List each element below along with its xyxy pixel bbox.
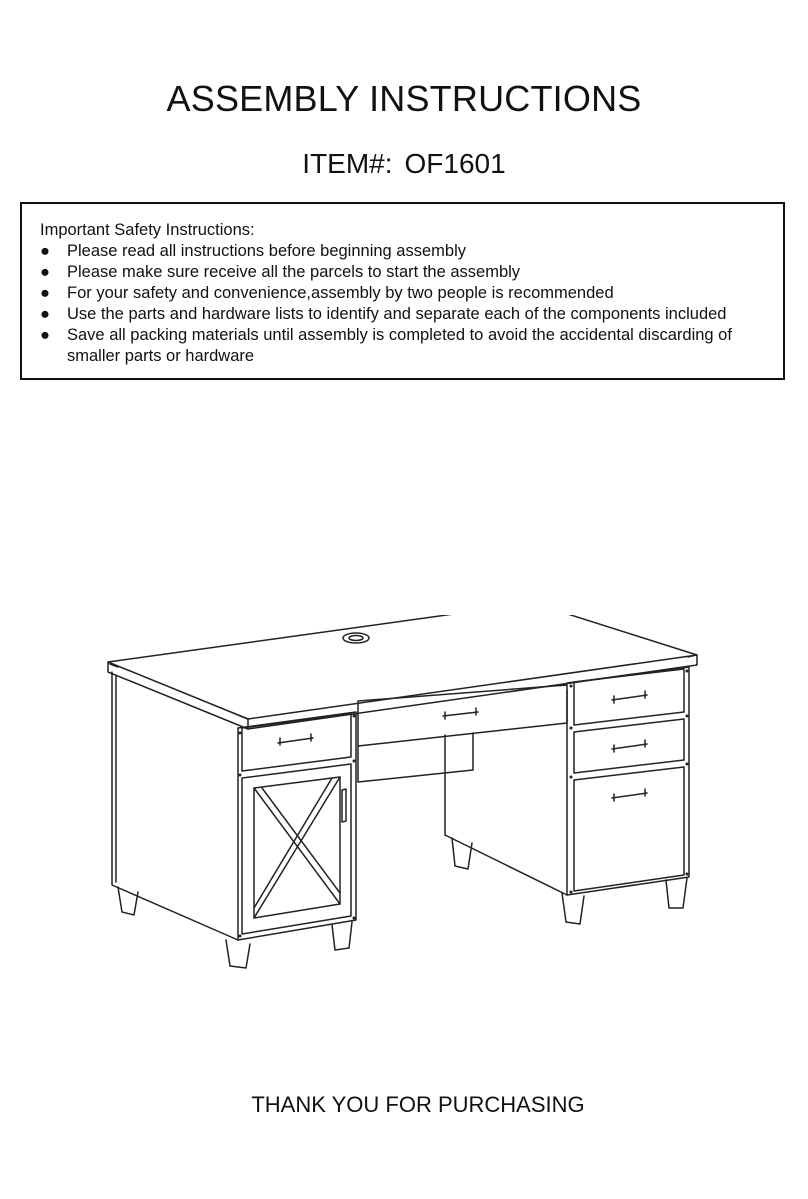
item-label: ITEM#: xyxy=(302,148,393,179)
safety-item-text: Save all packing materials until assembly is completed to avoid the accidental discarding of smaller parts or hardware xyxy=(67,326,732,365)
bullet-icon: ● xyxy=(40,305,50,323)
door-handle xyxy=(342,789,346,822)
safety-item xyxy=(40,304,765,325)
grommet-icon xyxy=(343,633,369,643)
leg xyxy=(666,878,687,908)
leg xyxy=(226,940,250,968)
leg xyxy=(332,922,352,950)
leg xyxy=(562,893,584,924)
safety-heading: Important Safety Instructions: xyxy=(40,221,255,239)
right-pedestal-front xyxy=(567,667,689,895)
bullet-icon: ● xyxy=(40,242,50,260)
safety-item-text: Please read all instructions before beginning assembly xyxy=(67,242,466,260)
safety-item-text: Please make sure receive all the parcels to start the assembly xyxy=(67,263,521,281)
desk-top xyxy=(108,615,697,719)
bullet-icon: ● xyxy=(40,284,50,302)
item-number: OF1601 xyxy=(404,148,506,179)
right-drawer-file xyxy=(574,767,684,891)
safety-item xyxy=(40,241,765,262)
left-pedestal-side xyxy=(112,672,238,940)
page-title: ASSEMBLY INSTRUCTIONS xyxy=(166,78,642,119)
safety-item-text: For your safety and convenience,assembly by two people is recommended xyxy=(67,284,614,302)
thank-you-footer: THANK YOU FOR PURCHASING xyxy=(251,1092,585,1117)
right-pedestal-side xyxy=(445,690,567,895)
bullet-icon: ● xyxy=(40,263,50,281)
desk-illustration xyxy=(100,615,710,975)
safety-item xyxy=(40,262,765,283)
safety-item-text: Use the parts and hardware lists to identify and separate each of the components included xyxy=(67,305,727,323)
bullet-icon: ● xyxy=(40,326,50,344)
item-number-line xyxy=(0,148,808,180)
safety-instructions-box xyxy=(20,202,785,380)
safety-item xyxy=(40,283,765,304)
safety-item xyxy=(40,325,765,367)
safety-list xyxy=(40,241,765,367)
